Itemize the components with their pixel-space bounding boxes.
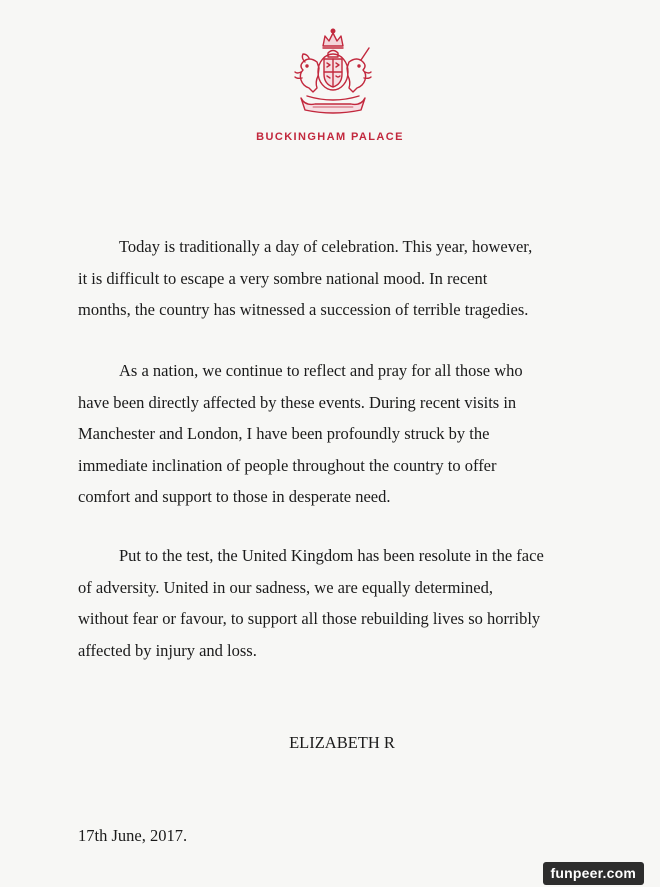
text-line: of adversity. United in our sadness, we are equally determined, xyxy=(78,577,493,597)
text-line: affected by injury and loss. xyxy=(78,640,257,660)
letterhead-title: BUCKINGHAM PALACE xyxy=(256,131,404,143)
paragraph-2 xyxy=(78,355,618,513)
text-line: immediate inclination of people throughout the country to offer xyxy=(78,455,497,475)
text-line: As a nation, we continue to reflect and pray for all those who xyxy=(119,361,523,380)
text-line: have been directly affected by these events. During recent visits in xyxy=(78,392,517,412)
text-line: it is difficult to escape a very sombre national mood. In recent xyxy=(78,268,488,288)
text-line: months, the country has witnessed a succession of terrible tragedies. xyxy=(78,300,529,319)
paragraph-1 xyxy=(78,231,618,326)
text-line: without fear or favour, to support all those rebuilding lives so horribly xyxy=(78,609,541,628)
paragraph-3 xyxy=(78,540,618,666)
text-line: comfort and support to those in desperate need. xyxy=(78,487,391,506)
royal-coat-of-arms-icon xyxy=(285,26,381,116)
signature: ELIZABETH R xyxy=(289,733,395,752)
site-watermark: funpeer.com xyxy=(543,862,644,885)
text-line: Manchester and London, I have been profoundly struck by the xyxy=(78,424,490,443)
letter-date: 17th June, 2017. xyxy=(78,826,188,845)
text-line: Put to the test, the United Kingdom has been resolute in the face xyxy=(119,546,544,565)
text-line: Today is traditionally a day of celebration. This year, however, xyxy=(119,237,533,256)
